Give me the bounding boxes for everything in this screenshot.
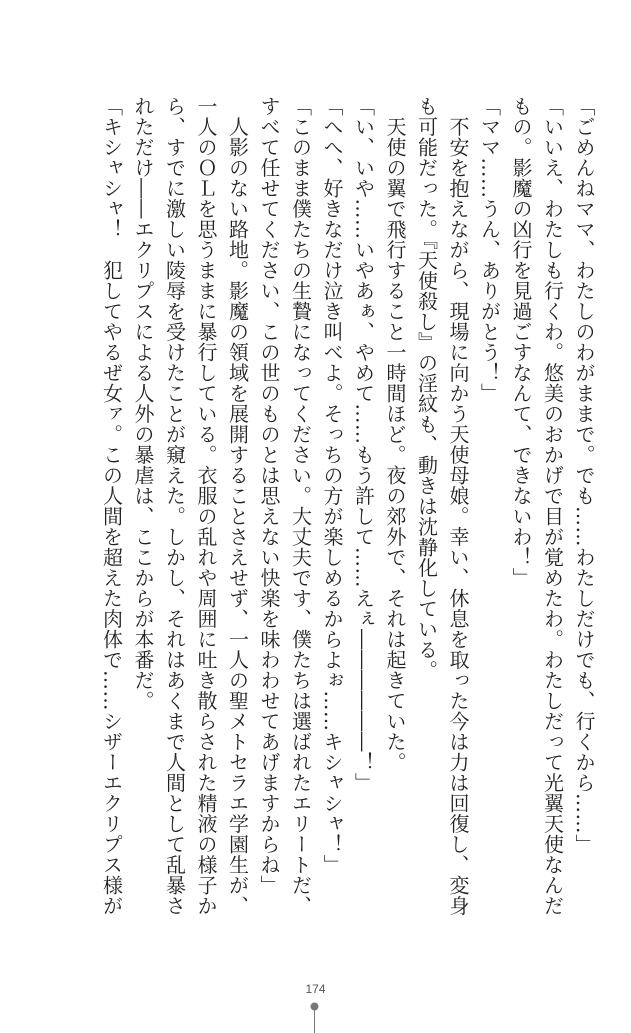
page-footer xyxy=(0,982,631,1033)
text-line: 天使の翼で飛行すること一時間ほど。夜の郊外で、それは起きていた。 xyxy=(383,96,407,773)
text-line: 一人のＯＬを思うままに暴行している。衣服の乱れや周囲に吐き散らされた精液の様子か xyxy=(194,96,218,916)
text-line: 「このまま僕たちの生贄になってください。大丈夫です、僕たちは選ばれたエリートだ、 xyxy=(288,96,313,916)
text-line: 「いいえ、わたしも行くわ。悠美のおかげで目が覚めたわ。わたしだって光翼天使なんだ xyxy=(540,96,565,916)
page-marker-icon xyxy=(310,1002,319,1033)
text-line: も可能だった。『天使殺し』の淫紋も、動きは沈静化している。 xyxy=(414,96,439,681)
text-line: 「い、いや……いやあぁ、やめて……もう許して……えぇ――――――！」 xyxy=(351,96,376,793)
text-line: 人影のない路地。影魔の領域を展開することさえせず、一人の聖メトセラエ学園生が、 xyxy=(225,96,250,916)
text-line: すべて任せてください、この世のものとは思えない快楽を味わわせてあげますからね」 xyxy=(257,96,281,896)
text-line: 「キシャシャ！ 犯してやるぜ女ァ。この人間を超えた肉体で……シザーエクリプス様が xyxy=(99,96,124,916)
text-line: ら、すでに激しい陵辱を受けたことが窺えた。しかし、それはあくまで人間として乱暴さ xyxy=(162,96,187,916)
text-line: れただけ――エクリプスによる人外の暴虐は、ここからが本番だ。 xyxy=(131,96,155,711)
text-line: もの。影魔の凶行を見過ごすなんて、できないわ！」 xyxy=(509,96,533,588)
text-line: 「ママ……うん、ありがとう！」 xyxy=(477,96,502,404)
page-number: 174 xyxy=(305,982,326,996)
text-line: 不安を抱えながら、現場に向かう天使母娘。幸い、休息を取った今は力は回復し、変身 xyxy=(446,96,470,916)
text-line: 「ごめんねママ、わたしのわがままで。でも……わたしだけでも、行くから……」 xyxy=(572,96,596,855)
vertical-text-body xyxy=(95,96,599,948)
text-line: 「へへ、好きなだけ泣き叫べよ。そっちの方が楽しめるからよぉ……キシャシャ！」 xyxy=(320,96,344,875)
